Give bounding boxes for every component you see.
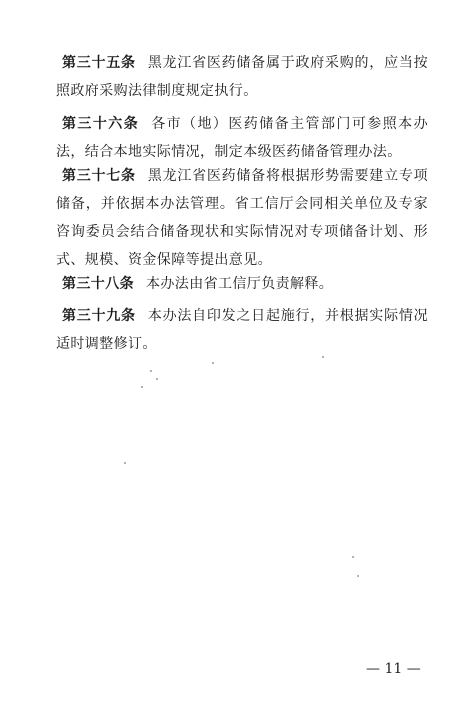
page-number: — 11 — <box>366 661 421 677</box>
article-text: 黑龙江省医药储备属于政府采购的，应当按照政府采购法律制度规定执行。 <box>56 55 428 99</box>
scan-speck <box>156 378 158 380</box>
article-text: 黑龙江省医药储备将根据形势需要建立专项储备，并依据本办法管理。省工信厅会同相关单位及专家咨询委员会结合储备现状和实际情况对专项储备计划、形式、规模、资金保障等提出意见。 <box>56 168 428 268</box>
article-number: 第三十七条 <box>62 168 136 184</box>
scan-speck <box>124 462 126 464</box>
article-number: 第三十六条 <box>62 116 140 132</box>
scan-speck <box>141 386 143 388</box>
article-text: 本办法自印发之日起施行，并根据实际情况适时调整修订。 <box>56 308 428 352</box>
article-39 <box>56 302 428 358</box>
scan-speck <box>212 362 214 364</box>
article-number: 第三十九条 <box>62 308 136 324</box>
scan-speck <box>352 556 354 558</box>
article-38 <box>56 270 428 298</box>
scan-speck <box>357 575 359 577</box>
article-35 <box>56 49 428 105</box>
article-37 <box>56 162 428 274</box>
article-text: 各市（地）医药储备主管部门可参照本办法，结合本地实际情况，制定本级医药储备管理办法。 <box>56 116 429 160</box>
article-36 <box>56 110 428 166</box>
scan-speck <box>322 356 324 358</box>
scan-speck <box>150 370 152 372</box>
article-number: 第三十八条 <box>62 276 134 292</box>
article-number: 第三十五条 <box>62 55 136 71</box>
article-text: 本办法由省工信厅负责解释。 <box>146 276 334 292</box>
